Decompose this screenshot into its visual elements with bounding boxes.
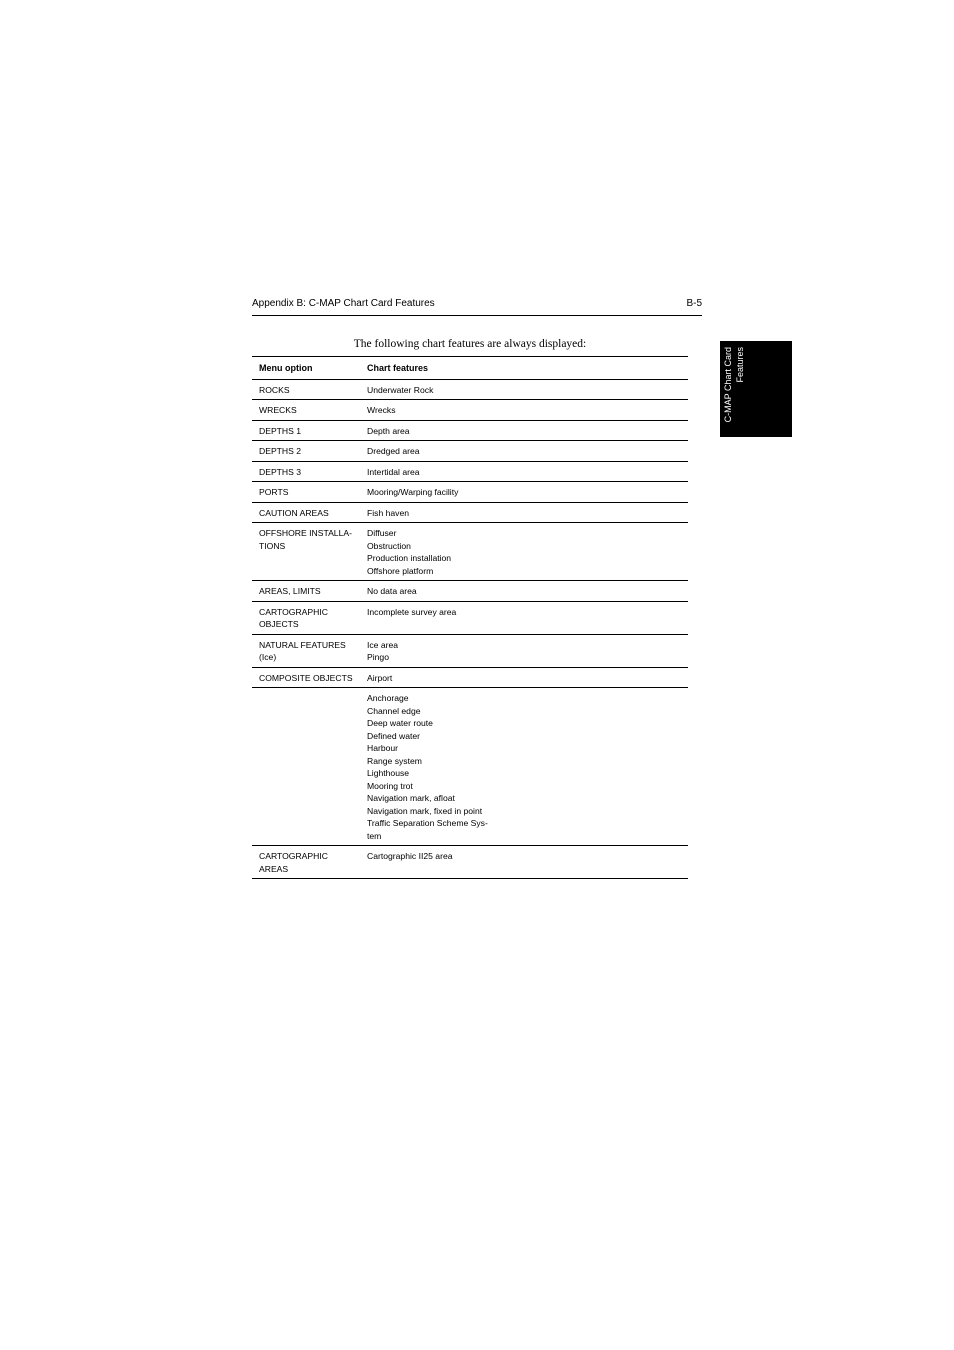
table-row bbox=[252, 420, 688, 441]
table-row bbox=[252, 581, 688, 602]
table-row bbox=[252, 667, 688, 688]
menu-option-text: DEPTHS 1 bbox=[259, 425, 302, 436]
chart-features-cell bbox=[360, 482, 688, 503]
table-row bbox=[252, 846, 688, 879]
table-row bbox=[252, 482, 688, 503]
chart-feature-text: Cartographic II25 area bbox=[367, 851, 453, 861]
chart-feature-text: Navigation mark, fixed in point bbox=[367, 805, 483, 816]
menu-option-text: DEPTHS 2 bbox=[259, 446, 302, 456]
chart-feature-text: Mooring trot bbox=[367, 780, 413, 791]
intro-text: The following chart features are always displayed: bbox=[353, 338, 587, 350]
menu-option-cell bbox=[252, 420, 360, 441]
menu-option-text: CARTOGRAPHIC bbox=[259, 606, 328, 617]
menu-option-cell bbox=[252, 379, 360, 400]
table-body bbox=[252, 379, 688, 879]
chart-feature-text: Incomplete survey area bbox=[367, 606, 457, 617]
menu-option-cell bbox=[252, 634, 360, 667]
menu-option-text: CARTOGRAPHIC AREAS bbox=[259, 851, 328, 874]
table-header-row bbox=[252, 357, 688, 380]
chart-feature-text: Channel edge bbox=[367, 705, 421, 716]
menu-option-cell bbox=[252, 688, 360, 846]
menu-option-text: OBJECTS bbox=[259, 619, 299, 629]
table-row bbox=[252, 502, 688, 523]
menu-option-text: COMPOSITE OBJECTS bbox=[259, 672, 353, 683]
table-row bbox=[252, 634, 688, 667]
chart-feature-text: Defined water bbox=[367, 730, 421, 741]
chart-feature-text: Deep water route bbox=[367, 718, 433, 728]
chart-features-cell bbox=[360, 601, 688, 634]
chart-features-cell bbox=[360, 379, 688, 400]
chart-feature-text: Ice area bbox=[367, 639, 399, 650]
menu-option-cell bbox=[252, 601, 360, 634]
chart-feature-text: No data area bbox=[367, 586, 417, 596]
chart-feature-text: Production installation bbox=[367, 553, 452, 563]
chart-feature-text: Airport bbox=[367, 672, 393, 683]
table-row bbox=[252, 688, 688, 846]
chart-features-cell bbox=[360, 420, 688, 441]
menu-option-text: NATURAL FEATURES (Ice) bbox=[259, 639, 346, 662]
menu-option-cell bbox=[252, 846, 360, 879]
table-row bbox=[252, 400, 688, 421]
header-title: Appendix B: C-MAP Chart Card Features bbox=[252, 298, 435, 309]
section-tab-line: C-MAP Chart Card bbox=[723, 347, 733, 423]
chart-feature-text: Offshore platform bbox=[367, 565, 434, 576]
menu-option-cell bbox=[252, 523, 360, 581]
chart-feature-text: Anchorage bbox=[367, 693, 409, 703]
table-row bbox=[252, 461, 688, 482]
chart-feature-text: Obstruction bbox=[367, 540, 411, 551]
menu-option-cell bbox=[252, 502, 360, 523]
menu-option-text: WRECKS bbox=[259, 405, 297, 415]
menu-option-cell bbox=[252, 667, 360, 688]
chart-feature-text: Intertidal area bbox=[367, 466, 420, 477]
chart-features-cell bbox=[360, 441, 688, 462]
chart-features-cell bbox=[360, 461, 688, 482]
chart-features-cell bbox=[360, 846, 688, 879]
chart-feature-text: Mooring/Warping facility bbox=[367, 487, 459, 497]
chart-features-cell bbox=[360, 667, 688, 688]
menu-option-cell bbox=[252, 581, 360, 602]
page-number: B-5 bbox=[686, 298, 702, 309]
chart-features-table bbox=[252, 356, 688, 879]
chart-feature-text: Pingo bbox=[367, 652, 389, 662]
menu-option-cell bbox=[252, 441, 360, 462]
chart-features-cell bbox=[360, 634, 688, 667]
chart-features-cell bbox=[360, 688, 688, 846]
table-row bbox=[252, 441, 688, 462]
column-header-chart-features: Chart features bbox=[360, 357, 688, 380]
chart-feature-text: Harbour bbox=[367, 743, 399, 753]
section-tab-label bbox=[722, 347, 746, 431]
chart-features-cell bbox=[360, 400, 688, 421]
menu-option-text: DEPTHS 3 bbox=[259, 466, 302, 477]
menu-option-text: ROCKS bbox=[259, 384, 290, 395]
menu-option-text: PORTS bbox=[259, 487, 289, 497]
menu-option-cell bbox=[252, 461, 360, 482]
column-header-menu-option: Menu option bbox=[252, 357, 360, 380]
menu-option-text: AREAS, LIMITS bbox=[259, 586, 321, 596]
menu-option-text: OFFSHORE INSTALLA- bbox=[259, 528, 352, 538]
menu-option-cell bbox=[252, 400, 360, 421]
chart-feature-text: Dredged area bbox=[367, 446, 420, 456]
chart-feature-text: Depth area bbox=[367, 425, 410, 436]
menu-option-text: CAUTION AREAS bbox=[259, 507, 329, 518]
running-header bbox=[252, 297, 702, 316]
chart-feature-text: Underwater Rock bbox=[367, 384, 434, 395]
section-tab-line: Features bbox=[735, 347, 745, 383]
table-row bbox=[252, 379, 688, 400]
chart-feature-text: Diffuser bbox=[367, 528, 397, 538]
chart-feature-text: Navigation mark, afloat bbox=[367, 793, 455, 803]
table-row bbox=[252, 523, 688, 581]
chart-features-cell bbox=[360, 502, 688, 523]
menu-option-cell bbox=[252, 482, 360, 503]
chart-features-cell bbox=[360, 581, 688, 602]
menu-option-text: TIONS bbox=[259, 540, 286, 551]
chart-feature-text: Fish haven bbox=[367, 507, 410, 518]
chart-features-cell bbox=[360, 523, 688, 581]
chart-feature-text: Range system bbox=[367, 755, 422, 766]
section-tab bbox=[720, 341, 792, 437]
chart-feature-text: tem bbox=[367, 830, 382, 841]
chart-feature-text: Wrecks bbox=[367, 405, 396, 415]
table-row bbox=[252, 601, 688, 634]
chart-feature-text: Traffic Separation Scheme Sys- bbox=[367, 818, 488, 828]
chart-feature-text: Lighthouse bbox=[367, 768, 410, 778]
